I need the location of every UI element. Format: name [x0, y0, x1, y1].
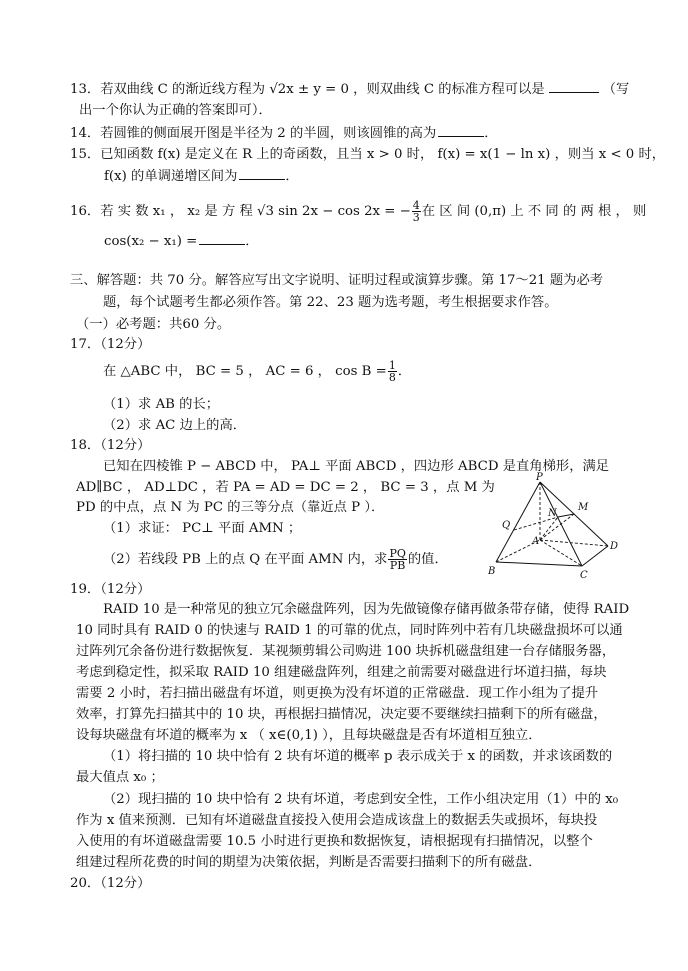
q20-head: 20．（12分） [70, 876, 151, 891]
q19-head: 19．（12分） [70, 582, 151, 597]
section3-line1: 三、解答题：共 70 分。解答应写出文字说明、证明过程或演算步骤。第 17～21 题为必考 [70, 273, 604, 288]
label-Q: Q [502, 520, 511, 531]
q13-paren: （写 [602, 82, 630, 97]
q19-line5: 需要 2 小时，若扫描出磁盘有坏道，则更换为没有坏道的正常磁盘．现工作小组为了提升 [76, 686, 599, 701]
pyramid-svg [486, 474, 626, 582]
q18-head: 18．（12分） [70, 438, 151, 453]
q18-line3: PD 的中点，点 N 为 PC 的三等分点（靠近点 P ）． [76, 500, 385, 515]
q13-text-line2: 出一个你认为正确的答案即可）． [79, 103, 272, 118]
q16-line2 [104, 232, 259, 251]
q18-part2-a: （2）若线段 PB 上的点 Q 在平面 AMN 内，求 [103, 552, 388, 567]
q18-frac-num: PQ [389, 547, 406, 560]
pyramid-figure [486, 474, 626, 582]
section3-line2: 题，每个试题考生都必须作答。第 22、23 题为选考题，考生根据要求作答。 [103, 295, 558, 310]
q16-frac-den: 3 [412, 211, 420, 224]
q15-answer-blank [239, 167, 285, 180]
label-B: B [488, 566, 496, 577]
q19-line7: 设每块磁盘有坏道的概率为 x （ x∈(0,1) ），且每块磁盘是否有坏道相互独立． [76, 728, 542, 743]
q13-line1 [70, 80, 629, 99]
q18-line2: AD∥BC ， AD⊥DC ，若 PA = AD = DC = 2 ， BC = 3 ，点 M 为 [76, 480, 495, 495]
q13-text: 13．若双曲线 C 的渐近线方程为 √2x ± y = 0 ，则双曲线 C 的标准方程可以是 [70, 82, 545, 97]
q16-line1 [70, 200, 646, 223]
q14-end: ． [484, 126, 498, 141]
label-P: P [536, 472, 543, 483]
q19-part1-a: （1）将扫描的 10 块中恰有 2 块有坏道的概率 p 表示成关于 x 的函数，并求该函数的 [103, 749, 613, 764]
q17-fraction [388, 360, 397, 383]
q15-line2 [104, 167, 299, 186]
q19-part1-b: 最大值点 x₀ ； [76, 770, 164, 785]
q16-frac-num: 4 [412, 199, 420, 212]
section3-line3: （一）必考题：共60 分。 [76, 317, 231, 332]
edge-AN [540, 517, 558, 540]
q14-text: 14．若圆锥的侧面展开图是半径为 2 的半圆，则该圆锥的高为 [70, 126, 437, 141]
q19-part2-d: 组建过程所花费的时间的期望为决策依据，判断是否需要扫描剩下的所有磁盘． [76, 855, 542, 870]
q13-answer-blank [549, 80, 599, 93]
q19-part2-a: （2）现扫描的 10 块中恰有 2 块有坏道，考虑到安全性，工作小组决定用（1）中的 x₀ [103, 792, 619, 807]
label-C: C [580, 570, 588, 581]
q16-fraction [412, 200, 421, 223]
q19-part2-c: 入使用的有坏道磁盘需要 10.5 小时进行更换和数据恢复，请根据现有扫描情况，以整个 [76, 834, 593, 849]
q17-part1: （1）求 AB 的长； [103, 397, 220, 412]
q17-frac-den: 8 [388, 371, 396, 384]
label-M: M [578, 502, 589, 513]
q15-end: ． [285, 169, 299, 184]
q19-part2-b: 作为 x 值来预测．已知有坏道磁盘直接投入使用会造成该盘上的数据丢失或损坏，每块投 [76, 813, 598, 828]
q17-stem-b: ． [397, 364, 412, 379]
q16-text-line2: cos(x₂ − x₁) = [104, 234, 198, 249]
q18-frac-den: PB [389, 559, 406, 572]
edge-MN [558, 514, 574, 517]
edge-CD [582, 546, 608, 566]
q17-head: 17．（12分） [70, 337, 151, 352]
q19-line3: 过阵列冗余备份进行数据恢复．某视频剪辑公司购进 100 块拆机磁盘组建一台存储服务器， [76, 644, 616, 659]
q19-line4: 考虑到稳定性，拟采取 RAID 10 组建磁盘阵列，组建之前需要对磁盘进行坏道扫描，每块 [76, 665, 607, 680]
q17-part2: （2）求 AC 边上的高． [103, 418, 247, 433]
q17-frac-num: 1 [388, 359, 396, 372]
q17-stem-a: 在 △ABC 中， BC = 5 ， AC = 6 ， cos B = [103, 364, 387, 379]
q16-answer-blank [199, 232, 245, 245]
q18-part2-b: 的值． [407, 552, 448, 567]
q18-part1: （1）求证： PC⊥ 平面 AMN ； [103, 521, 302, 536]
q17-stem [103, 360, 411, 383]
q15-text-line1: 15．已知函数 f(x) 是定义在 R 上的奇函数，且当 x > 0 时， f(x) = x(1 − ln x) ，则当 x < 0 时， [70, 147, 666, 162]
q18-line1: 已知在四棱锥 P − ABCD 中， PA⊥ 平面 ABCD ，四边形 ABCD 是直角梯形，满足 [103, 459, 610, 474]
q14-answer-blank [438, 124, 484, 137]
edge-BC [496, 562, 582, 566]
edge-AD [540, 540, 608, 546]
q16-text-b: 在 区 间 (0,π) 上 不 同 的 两 根 ， 则 [421, 204, 647, 219]
label-N: N [548, 508, 557, 519]
q15-text-line2: f(x) 的单调递增区间为 [104, 169, 238, 184]
q14-line [70, 124, 498, 143]
q19-line1: RAID 10 是一种常见的独立冗余磁盘阵列，因为先做镜像存储再做条带存储，使得 RAID [103, 602, 630, 617]
label-A: A [532, 536, 540, 547]
label-D: D [610, 541, 619, 552]
q16-end: ． [245, 234, 259, 249]
q19-line2: 10 同时具有 RAID 0 的快速与 RAID 1 的可靠的优点，同时阵列中若有几块磁盘损坏可以通 [76, 623, 623, 638]
q16-text-a: 16．若 实 数 x₁ ， x₂ 是 方 程 √3 sin 2x − cos 2x = − [70, 204, 411, 219]
q18-fraction [388, 548, 406, 571]
q18-part2 [103, 548, 448, 571]
q19-line6: 效率，打算先扫描其中的 10 块，再根据扫描情况，决定要不要继续扫描剩下的所有磁盘， [76, 707, 607, 722]
